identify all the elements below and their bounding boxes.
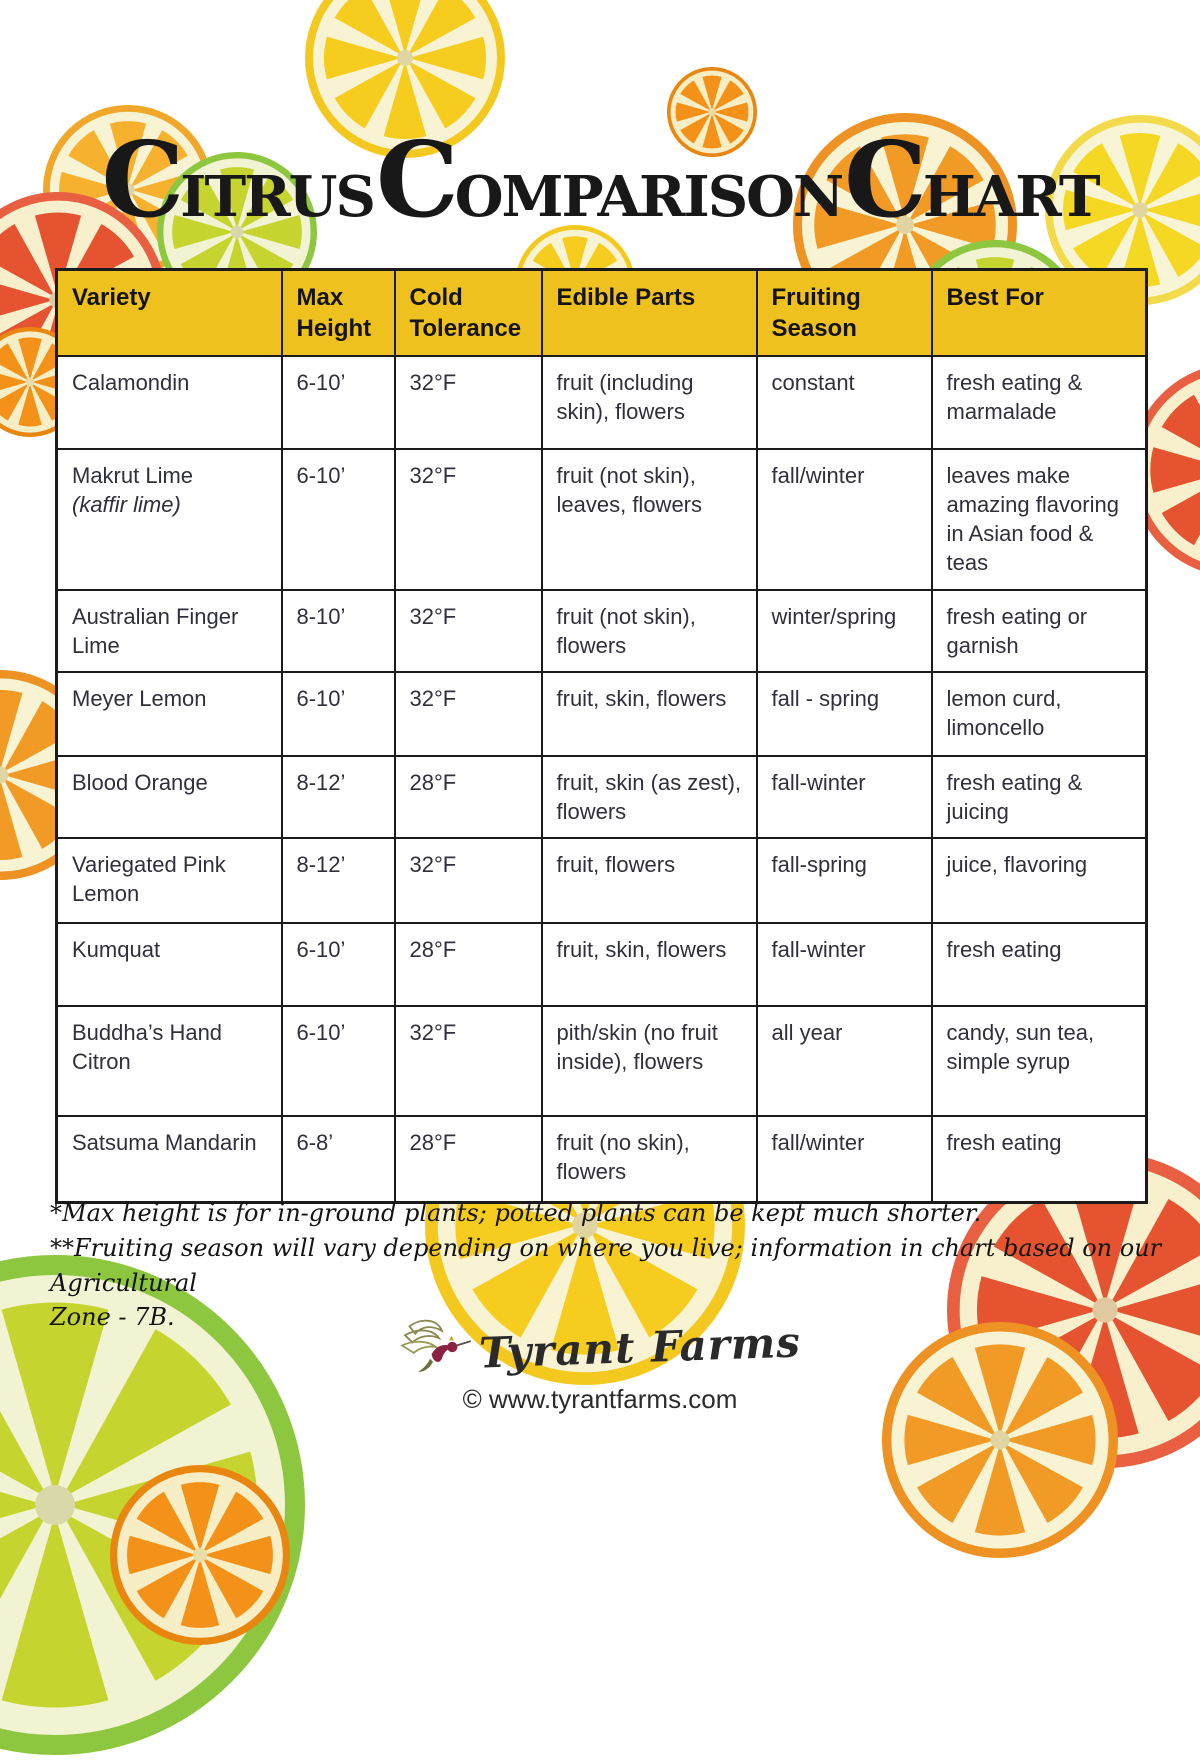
cell-best: candy, sun tea, simple syrup	[932, 1006, 1147, 1116]
brand-name: Tyrant Farms	[478, 1316, 802, 1378]
cell-edible: fruit (not skin), flowers	[542, 590, 757, 672]
variety-name: Makrut Lime	[72, 463, 194, 489]
cell-height: 6-8’	[282, 1116, 395, 1203]
column-header-4: Fruiting Season	[757, 270, 932, 357]
cell-season: fall-winter	[757, 923, 932, 1006]
title-word-comparison: COMPARISON	[375, 118, 843, 241]
variety-name: Blood Orange	[72, 769, 208, 795]
variety-name: Australian Finger Lime	[72, 603, 239, 658]
table-row	[57, 449, 1147, 589]
cell-best: lemon curd, limoncello	[932, 672, 1147, 756]
table-body	[57, 356, 1147, 1202]
column-header-5: Best For	[932, 270, 1147, 357]
cell-variety	[57, 756, 282, 838]
footnote-max-height: *Max height is for in-ground plants; potted plants can be kept much shorter.	[50, 1199, 982, 1227]
column-header-1: Max Height	[282, 270, 395, 357]
copyright-line: © www.tyrantfarms.com	[462, 1384, 738, 1414]
citrus-comparison-table	[55, 268, 1148, 1204]
cell-cold: 28°F	[395, 923, 542, 1006]
cell-variety	[57, 449, 282, 589]
cell-variety	[57, 672, 282, 756]
cell-edible: fruit, skin, flowers	[542, 923, 757, 1006]
variety-name: Buddha’s Hand Citron	[72, 1019, 223, 1074]
cell-variety	[57, 1006, 282, 1116]
cell-best: fresh eating	[932, 923, 1147, 1006]
cell-variety	[57, 356, 282, 449]
column-header-0: Variety	[57, 270, 282, 357]
title-word-citrus: CITRUS	[101, 118, 374, 241]
cell-variety	[57, 838, 282, 923]
table-header	[57, 270, 1147, 357]
cell-cold: 32°F	[395, 356, 542, 449]
brand-row	[0, 1316, 1200, 1378]
cell-season: all year	[757, 1006, 932, 1116]
cell-cold: 28°F	[395, 756, 542, 838]
cell-variety	[57, 923, 282, 1006]
footnote-zone: Zone - 7B.	[50, 1303, 175, 1332]
cell-cold: 28°F	[395, 1116, 542, 1203]
cell-best: fresh eating & marmalade	[932, 356, 1147, 449]
cell-season: constant	[757, 356, 932, 449]
cell-height: 6-10’	[282, 1006, 395, 1116]
column-header-3: Edible Parts	[542, 270, 757, 357]
cell-edible: fruit, skin (as zest), flowers	[542, 756, 757, 838]
cell-edible: fruit, skin, flowers	[542, 672, 757, 756]
tangerine-slice-decoration	[110, 1465, 290, 1645]
cell-season: fall/winter	[757, 449, 932, 589]
cell-height: 8-12’	[282, 838, 395, 923]
cell-best: fresh eating or garnish	[932, 590, 1147, 672]
cell-cold: 32°F	[395, 838, 542, 923]
table-row	[57, 838, 1147, 923]
cell-height: 8-10’	[282, 590, 395, 672]
cell-edible: fruit (no skin), flowers	[542, 1116, 757, 1203]
cell-edible: pith/skin (no fruit inside), flowers	[542, 1006, 757, 1116]
table-row	[57, 672, 1147, 756]
cell-cold: 32°F	[395, 590, 542, 672]
hummingbird-logo-icon	[399, 1316, 473, 1378]
title-word-chart: CHART	[844, 118, 1099, 241]
variety-name: Satsuma Mandarin	[72, 1129, 257, 1155]
cell-height: 6-10’	[282, 356, 395, 449]
cell-season: winter/spring	[757, 590, 932, 672]
footnote-fruiting-season: **Fruiting season will vary depending on where you live; information in chart based on our Agricultural	[50, 1233, 1162, 1297]
cell-season: fall-winter	[757, 756, 932, 838]
cell-cold: 32°F	[395, 1006, 542, 1116]
variety-name: Calamondin	[72, 370, 190, 396]
cell-edible: fruit (including skin), flowers	[542, 356, 757, 449]
variety-name: Kumquat	[72, 936, 161, 962]
cell-height: 6-10’	[282, 449, 395, 589]
variety-name: Variegated Pink Lemon	[72, 851, 226, 906]
cell-best: fresh eating & juicing	[932, 756, 1147, 838]
cell-height: 6-10’	[282, 672, 395, 756]
cell-best: juice, flavoring	[932, 838, 1147, 923]
column-header-2: Cold Tolerance	[395, 270, 542, 357]
table-row	[57, 923, 1147, 1006]
cell-cold: 32°F	[395, 449, 542, 589]
page-title	[0, 118, 1200, 241]
cell-variety	[57, 590, 282, 672]
variety-note: (kaffir lime)	[72, 492, 181, 518]
cell-edible: fruit, flowers	[542, 838, 757, 923]
table-row	[57, 1116, 1147, 1203]
table-row	[57, 590, 1147, 672]
cell-height: 8-12’	[282, 756, 395, 838]
cell-best: leaves make amazing flavoring in Asian food & teas	[932, 449, 1147, 589]
cell-variety	[57, 1116, 282, 1203]
cell-cold: 32°F	[395, 672, 542, 756]
footer	[0, 1316, 1200, 1415]
table-row	[57, 356, 1147, 449]
variety-name: Meyer Lemon	[72, 685, 207, 711]
cell-edible: fruit (not skin), leaves, flowers	[542, 449, 757, 589]
table-row	[57, 1006, 1147, 1116]
table-row	[57, 756, 1147, 838]
cell-best: fresh eating	[932, 1116, 1147, 1203]
cell-season: fall/winter	[757, 1116, 932, 1203]
cell-season: fall - spring	[757, 672, 932, 756]
footnotes	[50, 1196, 1170, 1335]
cell-season: fall-spring	[757, 838, 932, 923]
cell-height: 6-10’	[282, 923, 395, 1006]
comparison-table-wrap	[55, 268, 1148, 1204]
